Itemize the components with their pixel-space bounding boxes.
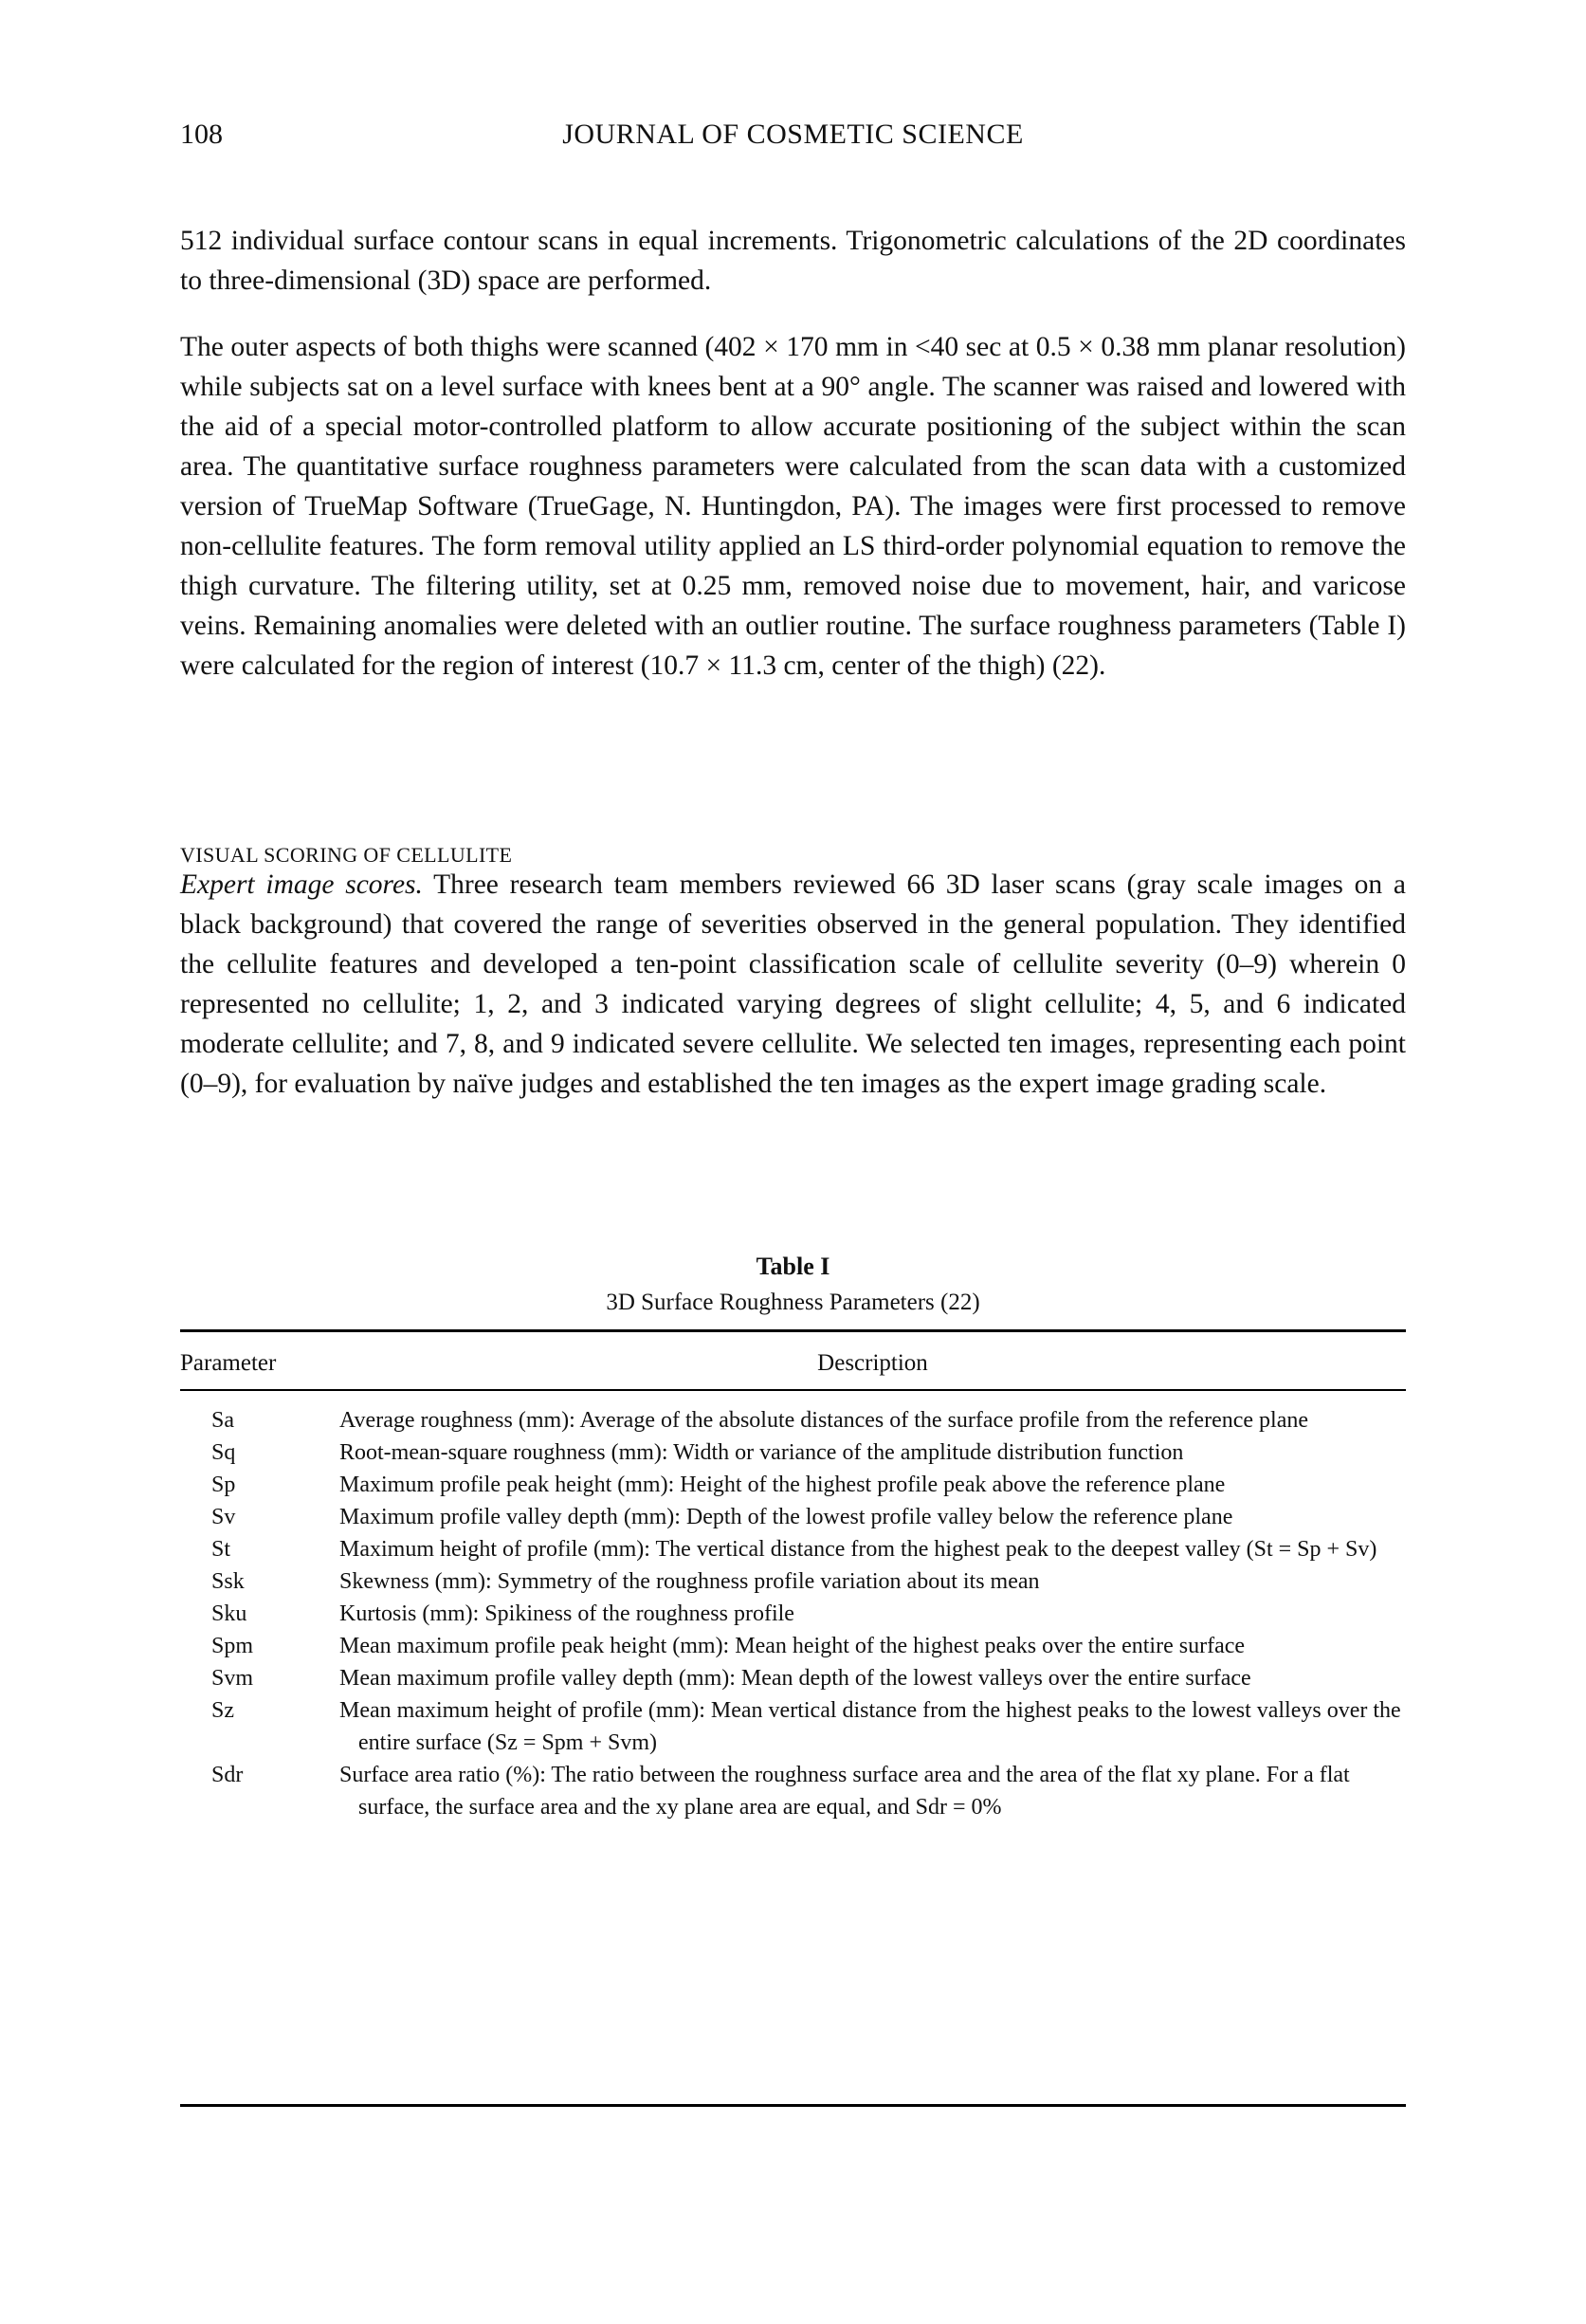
description-cell: Root-mean-square roughness (mm): Width or variance of the amplitude distribution function xyxy=(339,1440,1184,1465)
description-cell: Average roughness (mm): Average of the absolute distances of the surface profile from the reference plane xyxy=(339,1408,1309,1433)
table-title: 3D Surface Roughness Parameters (22) xyxy=(606,1290,980,1315)
description-cell: Mean maximum profile peak height (mm): Mean height of the highest peaks over the entire surface xyxy=(339,1634,1246,1658)
running-head xyxy=(180,114,1406,156)
table-top-rule xyxy=(180,1329,1406,1332)
description-cell: Skewness (mm): Symmetry of the roughness profile variation about its mean xyxy=(339,1569,1040,1594)
page-number: 108 xyxy=(180,119,223,150)
paragraph-text: The outer aspects of both thighs were scanned (402 × 170 mm in <40 sec at 0.5 × 0.38 mm planar resolution) while subjects sat on a level surface with knees bent at a 90° angle. The scanner was raised and lowered with the aid of a special motor-controlled platform to allow accurate positioning of the subject within the scan area. The quantitative surface roughness parameters were calculated from the scan data with a customized version of TrueMap Software (TrueGage, N. Huntingdon, PA). The images were first processed to remove non-cellulite features. The form removal utility applied an LS third-order polynomial equation to remove the thigh curvature. The filtering utility, set at 0.25 mm, removed noise due to movement, hair, and varicose veins. Remaining anomalies were deleted with an outlier routine. The surface roughness parameters (Table I) were calculated for the region of interest (10.7 × 11.3 cm, center of the thigh) (22). xyxy=(180,332,1406,681)
parameter-cell: Sv xyxy=(211,1505,236,1529)
parameter-cell: Sq xyxy=(211,1440,236,1465)
parameter-cell: Sz xyxy=(211,1698,234,1723)
table-row xyxy=(180,1565,1406,1598)
description-cell: Mean maximum profile valley depth (mm): Mean depth of the lowest valleys over the entire surface xyxy=(339,1666,1251,1691)
table-bottom-rule xyxy=(180,2104,1406,2107)
table-header-rule xyxy=(180,1389,1406,1391)
description-cell: Mean maximum height of profile (mm): Mean vertical distance from the highest peaks to the lowest valleys over the entire surface (Sz = Spm + Svm) xyxy=(339,1698,1401,1755)
journal-title: JOURNAL OF COSMETIC SCIENCE xyxy=(562,119,1024,150)
table-row xyxy=(180,1469,1406,1501)
table-row xyxy=(180,1533,1406,1565)
paragraph-text: Three research team members reviewed 66 3D laser scans (gray scale images on a black background) that covered the range of severities observed in the general population. They identified the cellulite features and developed a ten-point classification scale of cellulite severity (0–9) wherein 0 represented no cellulite; 1, 2, and 3 indicated varying degrees of slight cellulite; 4, 5, and 6 indicated moderate cellulite; and 7, 8, and 9 indicated severe cellulite. We selected ten images, representing each point (0–9), for evaluation by naïve judges and established the ten images as the expert image grading scale. xyxy=(180,869,1406,1099)
body-paragraph-1 xyxy=(180,221,1406,301)
parameter-cell: Spm xyxy=(211,1634,254,1658)
table-row xyxy=(180,1501,1406,1533)
table-label: Table I xyxy=(756,1253,830,1280)
paragraph-text: 512 individual surface contour scans in equal increments. Trigonometric calculations of the 2D coordinates to three-dimensional (3D) space are performed. xyxy=(180,226,1406,296)
parameter-cell: Ssk xyxy=(211,1569,245,1594)
parameter-cell: St xyxy=(211,1537,231,1562)
description-cell: Maximum height of profile (mm): The vertical distance from the highest peak to the deepest valley (St = Sp + Sv) xyxy=(339,1537,1377,1562)
column-header-parameter: Parameter xyxy=(180,1350,277,1376)
table-body xyxy=(180,1404,1406,1823)
column-header-description: Description xyxy=(817,1350,928,1376)
parameter-cell: Sa xyxy=(211,1408,234,1433)
table-row xyxy=(180,1694,1406,1759)
parameter-cell: Sdr xyxy=(211,1763,244,1787)
parameter-cell: Sku xyxy=(211,1601,247,1626)
parameter-cell: Sp xyxy=(211,1473,236,1497)
table-row xyxy=(180,1759,1406,1823)
body-paragraph-3 xyxy=(180,865,1406,1104)
description-cell: Surface area ratio (%): The ratio between the roughness surface area and the area of the flat xy plane. For a flat surface, the surface area and the xy plane area are equal, and Sdr = 0% xyxy=(339,1763,1350,1820)
section-heading: VISUAL SCORING OF CELLULITE xyxy=(180,843,513,867)
description-cell: Maximum profile valley depth (mm): Depth of the lowest profile valley below the reference plane xyxy=(339,1505,1233,1529)
run-in-heading: Expert image scores. xyxy=(180,869,423,900)
body-paragraph-2 xyxy=(180,327,1406,686)
table-row xyxy=(180,1436,1406,1469)
table-row xyxy=(180,1630,1406,1662)
table-row xyxy=(180,1404,1406,1436)
table-row xyxy=(180,1662,1406,1694)
table-row xyxy=(180,1598,1406,1630)
description-cell: Kurtosis (mm): Spikiness of the roughness profile xyxy=(339,1601,794,1626)
description-cell: Maximum profile peak height (mm): Height of the highest profile peak above the reference plane xyxy=(339,1473,1226,1497)
parameter-cell: Svm xyxy=(211,1666,254,1691)
